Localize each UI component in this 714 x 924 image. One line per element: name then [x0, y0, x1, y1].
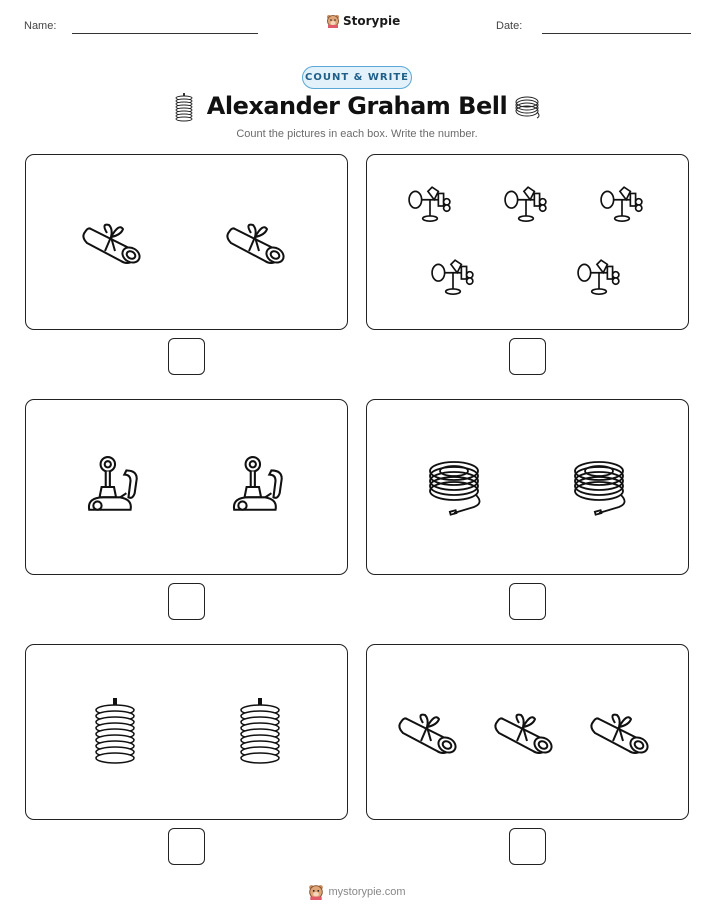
coiled-wire-icon	[424, 456, 488, 518]
coiled-wire-icon	[569, 456, 633, 518]
diploma-scroll-icon	[589, 707, 659, 757]
name-line[interactable]	[72, 33, 258, 34]
telegraph-device-icon	[430, 258, 476, 300]
picture-box-4	[366, 399, 689, 575]
page-title: Alexander Graham Bell	[206, 92, 508, 120]
answer-box-2[interactable]	[509, 338, 546, 375]
bear-mascot-icon	[308, 884, 324, 900]
brand-name: Storypie	[343, 14, 401, 28]
bear-mascot-icon	[326, 14, 340, 28]
stacked-discs-icon	[93, 698, 137, 768]
telegraph-device-icon	[503, 185, 549, 227]
picture-box-3	[25, 399, 348, 575]
instructions: Count the pictures in each box. Write the number.	[236, 128, 478, 140]
picture-box-2	[366, 154, 689, 330]
name-label: Name:	[24, 20, 57, 32]
diploma-scroll-icon	[493, 707, 563, 757]
diploma-scroll-icon	[225, 217, 295, 267]
picture-box-1	[25, 154, 348, 330]
candlestick-telephone-icon	[230, 456, 288, 518]
coiled-wire-icon	[513, 94, 543, 120]
footer	[0, 884, 714, 900]
answer-box-3[interactable]	[168, 583, 205, 620]
candlestick-telephone-icon	[85, 456, 143, 518]
answer-box-4[interactable]	[509, 583, 546, 620]
telegraph-device-icon	[599, 185, 645, 227]
brand-logo	[326, 14, 400, 28]
count-write-badge: COUNT & WRITE	[302, 66, 412, 89]
stacked-discs-icon	[238, 698, 282, 768]
date-line[interactable]	[542, 33, 691, 34]
answer-box-5[interactable]	[168, 828, 205, 865]
answer-box-1[interactable]	[168, 338, 205, 375]
footer-url[interactable]: mystorypie.com	[328, 886, 406, 898]
telegraph-device-icon	[576, 258, 622, 300]
picture-box-6	[366, 644, 689, 820]
picture-box-5	[25, 644, 348, 820]
date-label: Date:	[496, 20, 523, 32]
telegraph-device-icon	[407, 185, 453, 227]
answer-box-6[interactable]	[509, 828, 546, 865]
diploma-scroll-icon	[81, 217, 151, 267]
diploma-scroll-icon	[397, 707, 467, 757]
